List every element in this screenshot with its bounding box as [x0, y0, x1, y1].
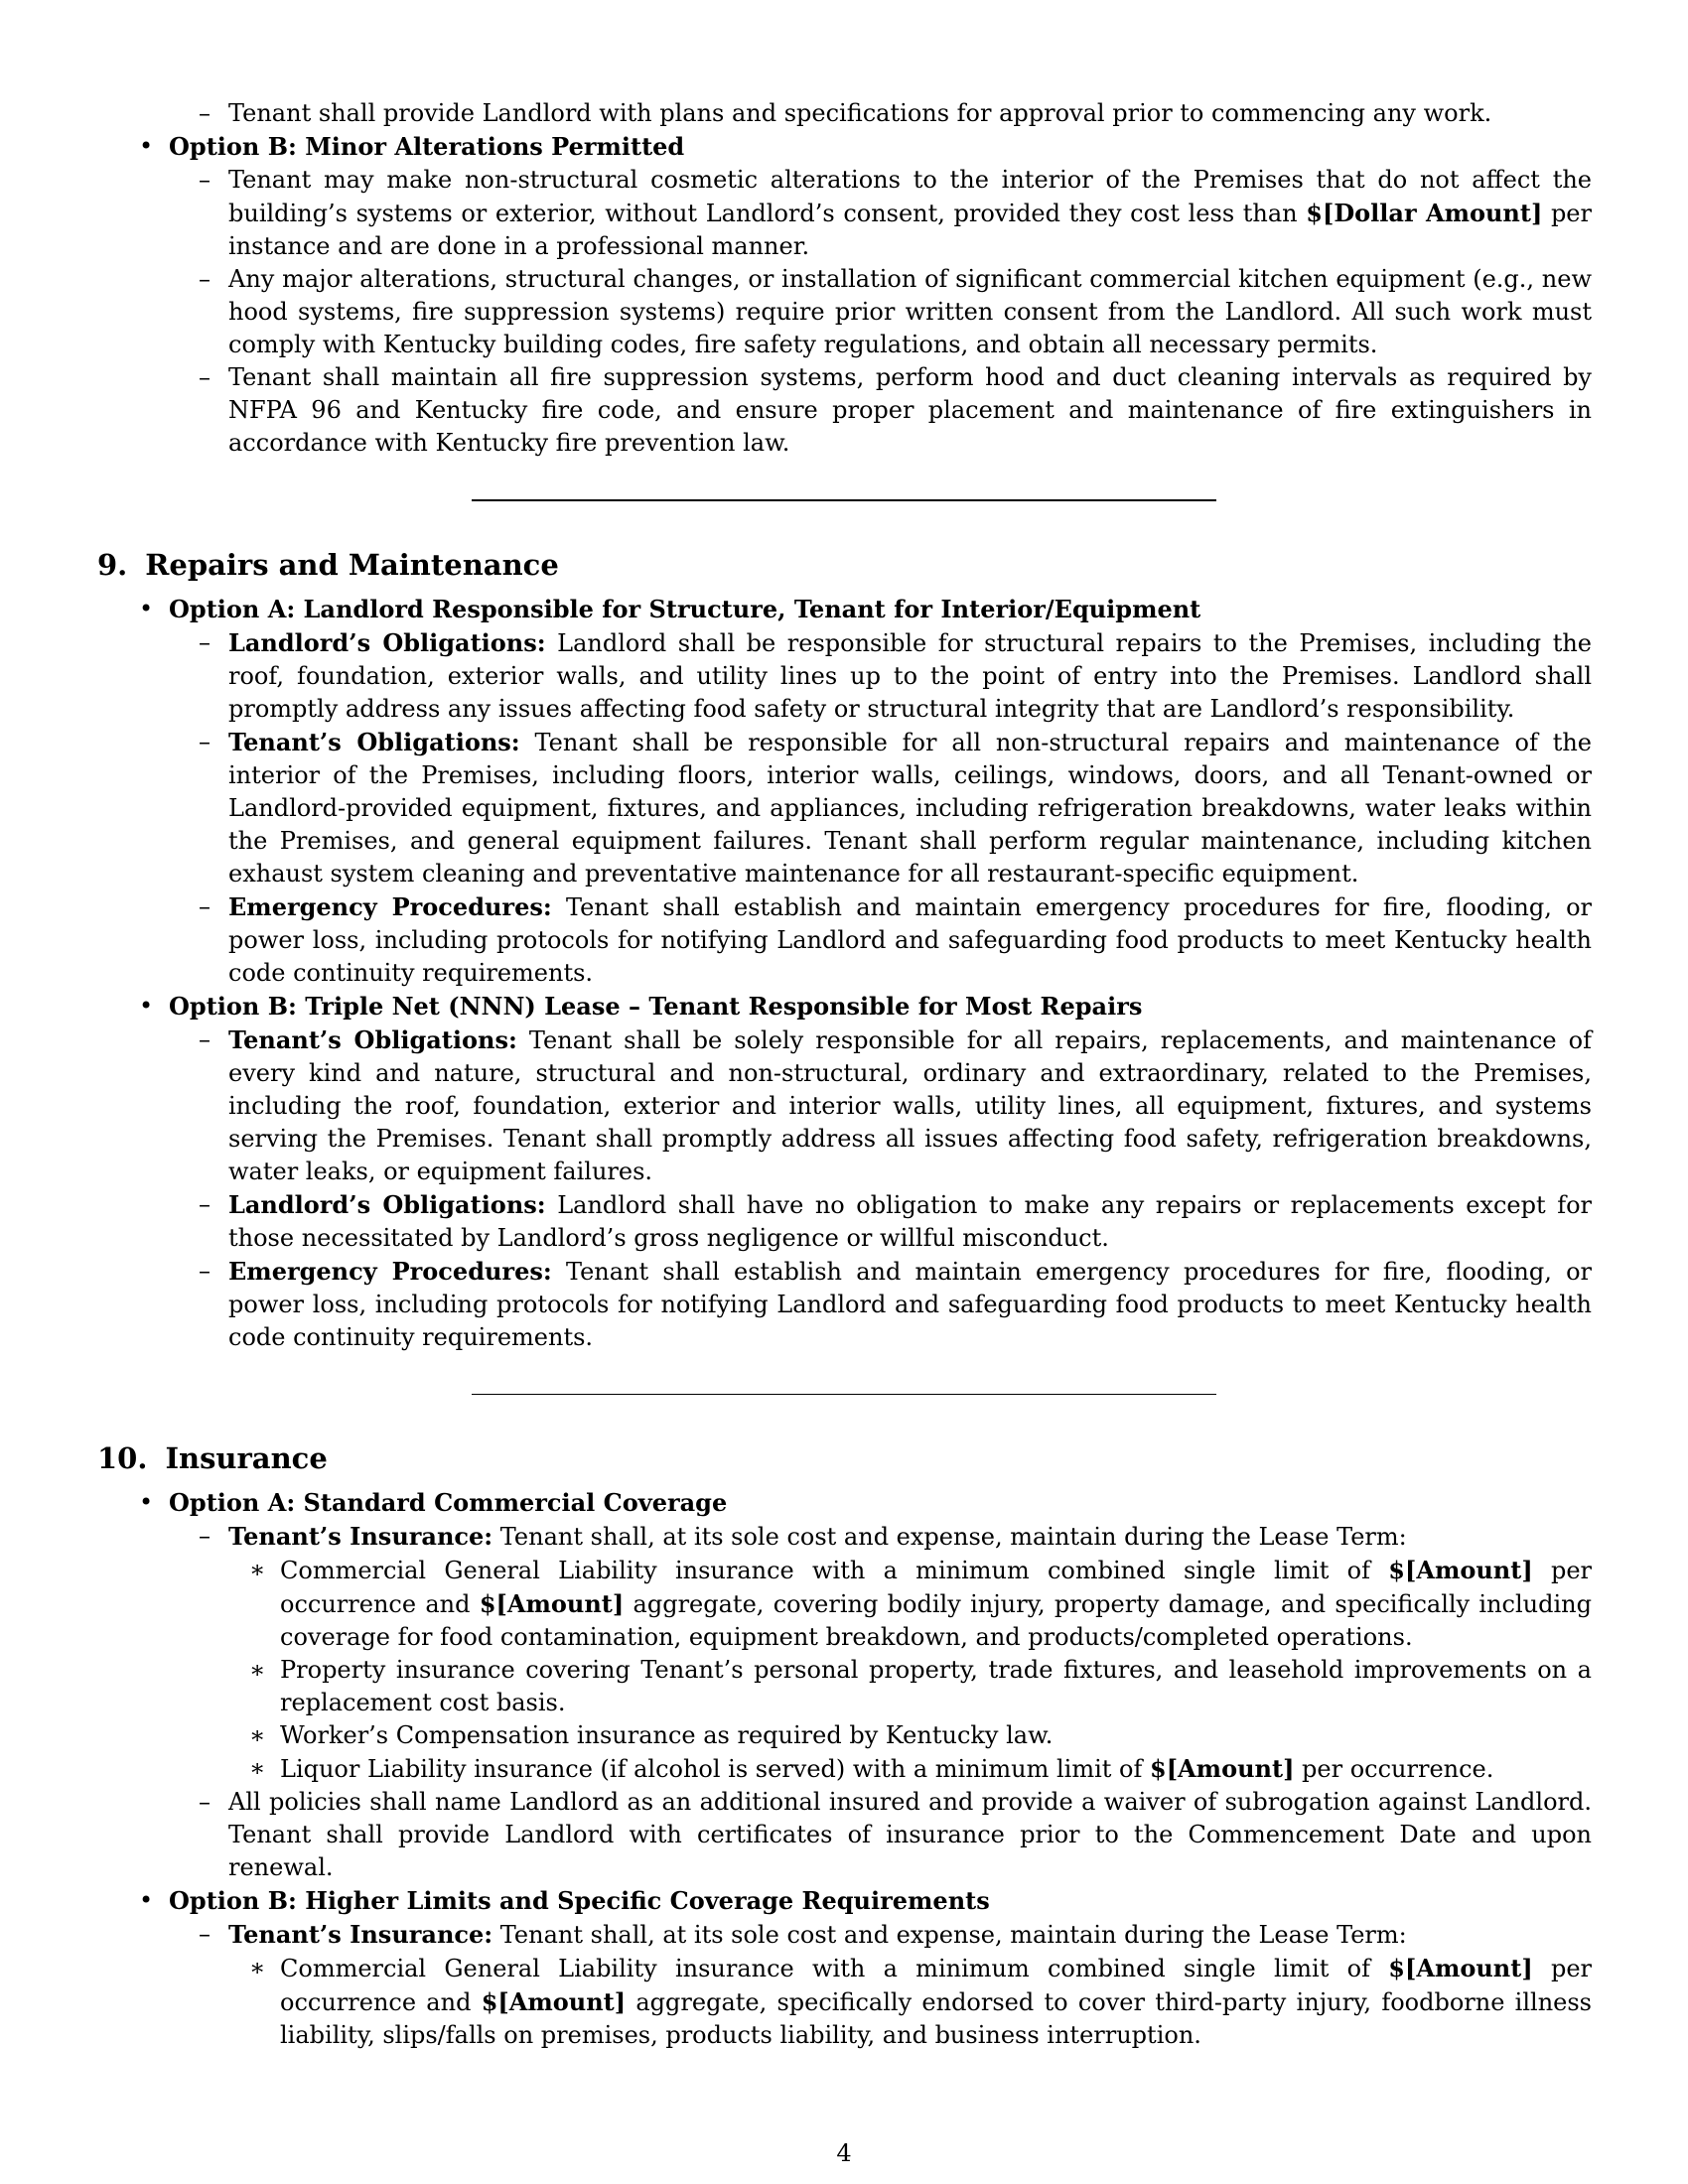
amount-placeholder: $[Amount] [1150, 1754, 1295, 1783]
list-item [97, 361, 1592, 460]
dash-marker: – [199, 1920, 211, 1948]
repairs-list [97, 593, 1592, 1354]
item-text [228, 890, 1592, 990]
text-run: Tenant may make non-structural cosmetic alterations to the interior of the Premises that do not affect the building’s systems or exterior, without Landlord’s consent, provided they cost less than [228, 166, 1592, 227]
text-run: Tenant shall, at its sole cost and expense, maintain during the Lease Term: [492, 1523, 1407, 1551]
option-item [97, 130, 1592, 164]
text-run: Landlord shall be responsible for structural repairs to the Premises, including the roof, foundation, exterior walls, and utility lines up to the point of entry into the Premises. Landlord shall promptly address any issues affecting food safety or structural integrity that are Landlord’s responsibility. [228, 629, 1592, 723]
text-run: Tenant shall establish and maintain emergency procedures for fire, flooding, or power loss, including protocols for notifying Landlord and safeguarding food products to meet Kentucky health code continuity requirements. [228, 1258, 1592, 1351]
text-run: Tenant shall be solely responsible for all repairs, replacements, and maintenance of every kind and nature, structural and non-structural, ordinary and extraordinary, related to the Premises, including the roof, foundation, exterior and interior walls, utility lines, all equipment, fixtures, and systems serving the Premises. Tenant shall promptly address all issues affecting food safety, refrigeration breakdowns, water leaks, or equipment failures. [228, 1026, 1592, 1185]
dash-marker: – [199, 166, 211, 194]
text-run: Commercial General Liability insurance with a minimum combined single limit of [280, 1557, 1389, 1584]
section-number: 10. [97, 1441, 148, 1475]
dash-marker: – [199, 1025, 211, 1053]
option-title: Option A: Landlord Responsible for Structure, Tenant for Interior/Equipment [169, 595, 1201, 623]
dash-marker: – [199, 265, 211, 293]
star-marker: ∗ [249, 1656, 266, 1684]
text-run: aggregate, specifically endorsed to cover third-party injury, foodborne illness liability, slips/falls on premises, products liability, and business interruption. [280, 1988, 1592, 2049]
section-heading-insurance [97, 1440, 1592, 1476]
text-run: per occurrence and [280, 1955, 1593, 2016]
option-title: Option B: Minor Alterations Permitted [169, 132, 685, 161]
item-text [228, 164, 1592, 263]
bullet-marker: • [139, 132, 154, 160]
list-item [97, 164, 1592, 263]
text-run: Tenant shall be responsible for all non-structural repairs and maintenance of the interior of the Premises, including floors, interior walls, ceilings, windows, doors, and all Tenant-owned or Landlord-provided equipment, fixtures, and appliances, including refrigeration breakdowns, water leaks within the Premises, and general equipment failures. Tenant shall perform regular maintenance, including kitchen exhaust system cleaning and preventative maintenance for all restaurant-specific equipment. [228, 729, 1593, 887]
text-run: per instance and are done in a professional manner. [228, 200, 1592, 260]
list-item [97, 1188, 1592, 1255]
text-run: per occurrence. [1294, 1755, 1494, 1783]
section-number: 9. [97, 548, 128, 582]
dash-marker: – [199, 728, 211, 755]
item-lead: Tenant’s Insurance: [228, 1920, 493, 1949]
insurance-list [97, 1486, 1592, 2052]
item-lead: Landlord’s Obligations: [228, 628, 546, 657]
amount-placeholder: $[Amount] [1388, 1954, 1533, 1982]
dash-marker: – [199, 892, 211, 920]
item-lead: Landlord’s Obligations: [228, 1190, 546, 1219]
item-lead: Emergency Procedures: [228, 892, 552, 921]
option-item [97, 1884, 1592, 1918]
list-item [97, 1255, 1592, 1354]
list-item [97, 890, 1592, 990]
list-item [97, 1520, 1592, 1554]
star-marker: ∗ [249, 1721, 266, 1749]
item-text [228, 1918, 1592, 1952]
list-item [97, 1786, 1592, 1884]
item-text [228, 1024, 1592, 1188]
amount-placeholder: $[Amount] [481, 1987, 627, 2016]
sub-list-item [97, 1554, 1592, 1654]
sub-list-item [97, 1719, 1592, 1752]
item-text [228, 1520, 1592, 1554]
item-text: All policies shall name Landlord as an additional insured and provide a waiver of subrogation against Landlord. Tenant shall provide Landlord with certificates of insurance prior to the Commencement Date and upon renewal. [228, 1788, 1592, 1881]
bullet-marker: • [139, 992, 154, 1020]
dash-marker: – [199, 363, 211, 391]
item-lead: Tenant’s Insurance: [228, 1522, 493, 1551]
option-item [97, 593, 1592, 626]
item-lead: Tenant’s Obligations: [228, 728, 520, 756]
bullet-marker: • [139, 1886, 154, 1914]
amount-placeholder: $[Amount] [479, 1589, 625, 1618]
option-item [97, 990, 1592, 1024]
star-marker: ∗ [249, 1556, 266, 1583]
item-text [228, 1188, 1592, 1255]
list-item [97, 626, 1592, 726]
list-item [97, 97, 1592, 130]
sub-list-item [97, 1952, 1592, 2052]
item-text: Property insurance covering Tenant’s personal property, trade fixtures, and leasehold improvements on a replacement cost basis. [280, 1656, 1592, 1716]
dash-marker: – [199, 1190, 211, 1218]
section-divider [472, 1394, 1216, 1395]
option-title: Option B: Higher Limits and Specific Coverage Requirements [169, 1886, 990, 1915]
list-item [97, 1024, 1592, 1188]
item-lead: Tenant’s Obligations: [228, 1025, 517, 1054]
page-content [97, 97, 1592, 2052]
option-title: Option A: Standard Commercial Coverage [169, 1488, 728, 1517]
text-run: Commercial General Liability insurance with a minimum combined single limit of [280, 1955, 1389, 1982]
section-heading-repairs [97, 547, 1592, 583]
text-run: Tenant shall establish and maintain emergency procedures for fire, flooding, or power loss, including protocols for notifying Landlord and safeguarding food products to meet Kentucky health code continuity requirements. [228, 893, 1592, 987]
amount-placeholder: $[Dollar Amount] [1306, 199, 1543, 227]
section-divider [472, 499, 1216, 501]
bullet-marker: • [139, 1488, 154, 1516]
item-text: Any major alterations, structural changes, or installation of significant commercial kitchen equipment (e.g., new hood systems, fire suppression systems) require prior written consent from the Landlord. All such work must comply with Kentucky building codes, fire safety regulations, and obtain all necessary permits. [228, 265, 1592, 358]
dash-marker: – [199, 1257, 211, 1285]
dash-marker: – [199, 1788, 211, 1816]
section-title: Insurance [165, 1441, 328, 1475]
option-title: Option B: Triple Net (NNN) Lease – Tenant Responsible for Most Repairs [169, 992, 1143, 1021]
item-text: Worker’s Compensation insurance as required by Kentucky law. [280, 1721, 1054, 1749]
text-run: Tenant shall, at its sole cost and expense, maintain during the Lease Term: [492, 1921, 1407, 1949]
list-item [97, 263, 1592, 361]
dash-marker: – [199, 628, 211, 656]
item-text [228, 626, 1592, 726]
list-item [97, 726, 1592, 890]
item-text [228, 1255, 1592, 1354]
list-item [97, 1918, 1592, 1952]
item-text [280, 1752, 1592, 1786]
section-title: Repairs and Maintenance [145, 548, 559, 582]
text-run: Liquor Liability insurance (if alcohol is served) with a minimum limit of [280, 1755, 1150, 1783]
item-text [280, 1554, 1592, 1654]
dash-marker: – [199, 1522, 211, 1550]
sub-list-item [97, 1752, 1592, 1786]
bullet-marker: • [139, 595, 154, 622]
amount-placeholder: $[Amount] [1388, 1556, 1533, 1584]
item-lead: Emergency Procedures: [228, 1257, 552, 1286]
text-run: per occurrence and [280, 1557, 1593, 1618]
text-run: Landlord shall have no obligation to make any repairs or replacements except for those necessitated by Landlord’s gross negligence or willful misconduct. [228, 1191, 1592, 1252]
star-marker: ∗ [249, 1954, 266, 1981]
sub-list-item [97, 1654, 1592, 1719]
continuation-list [97, 97, 1592, 460]
item-text: Tenant shall provide Landlord with plans and specifications for approval prior to commencing any work. [228, 99, 1492, 127]
item-text: Tenant shall maintain all fire suppression systems, perform hood and duct cleaning intervals as required by NFPA 96 and Kentucky fire code, and ensure proper placement and maintenance of fire extinguishers in accordance with Kentucky fire prevention law. [228, 363, 1592, 457]
page-number: 4 [836, 2139, 852, 2167]
dash-marker: – [199, 99, 211, 127]
text-run: aggregate, covering bodily injury, property damage, and specifically including coverage for food contamination, equipment breakdown, and products/completed operations. [280, 1590, 1592, 1651]
option-item [97, 1486, 1592, 1520]
item-text [280, 1952, 1592, 2052]
item-text [228, 726, 1592, 890]
star-marker: ∗ [249, 1754, 266, 1782]
